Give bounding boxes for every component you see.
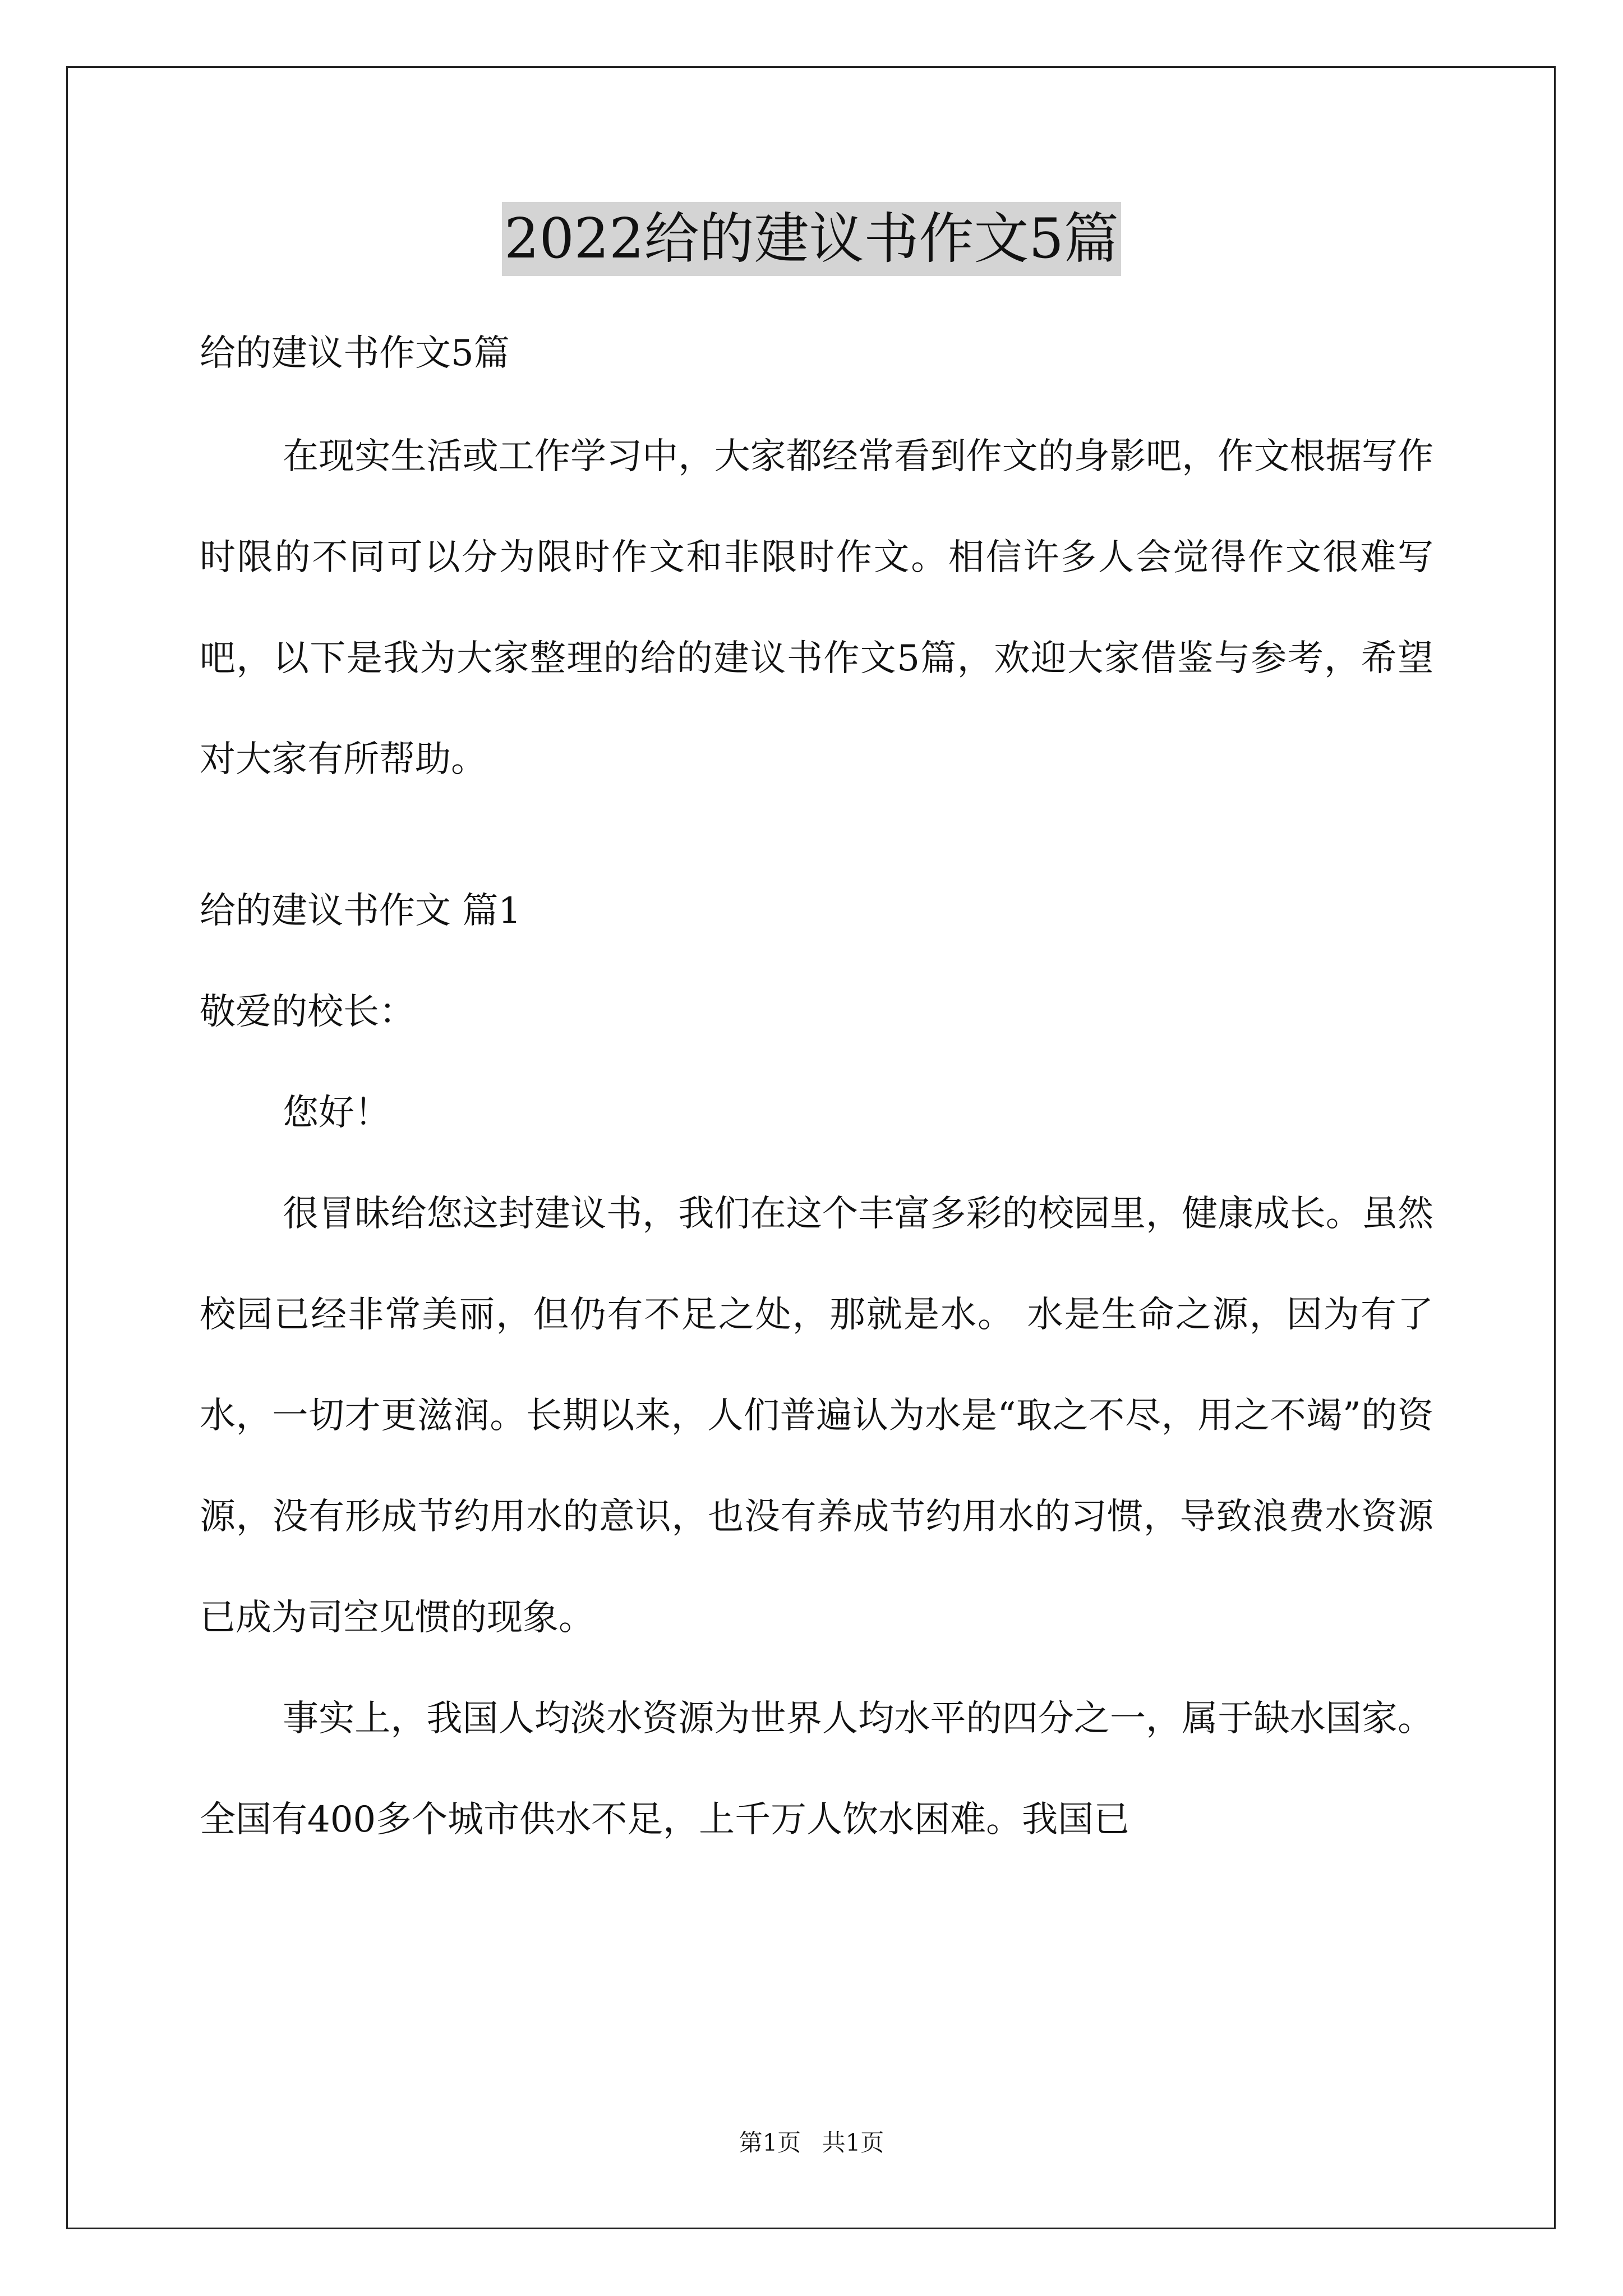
page-total: 共1页 — [822, 2129, 884, 2156]
section-heading: 给的建议书作文 篇1 — [200, 890, 522, 932]
intro-paragraph: 在现实生活或工作学习中，大家都经常看到作文的身影吧，作文根据写作时限的不同可以分为限时作文和非限时作文。相信许多人会觉得作文很难写吧，以下是我为大家整理的给的建议书作文5篇，欢迎大家借鉴与参考，希望对大家有所帮助。 — [200, 436, 1433, 780]
document-title: 2022给的建议书作文5篇 — [502, 202, 1121, 276]
salutation: 敬爱的校长： — [200, 991, 415, 1033]
document-title-block — [0, 202, 1623, 276]
greeting: 您好！ — [283, 1092, 390, 1134]
body-paragraph-1: 很冒昧给您这封建议书，我们在这个丰富多彩的校园里，健康成长。虽然校园已经非常美丽，但仍有不足之处，那就是水。 水是生命之源，因为有了水，一切才更滋润。长期以来，人们普遍认为水是“取之不尽，用之不竭”的资源，没有形成节约用水的意识，也没有养成节约用水的习惯，导致浪费水资源已成为司空见惯的现象。 — [200, 1193, 1433, 1639]
page-footer — [0, 2126, 1623, 2160]
document-body — [200, 303, 1433, 1870]
subtitle: 给的建议书作文5篇 — [200, 333, 510, 374]
body-paragraph-2: 事实上，我国人均淡水资源为世界人均水平的四分之一，属于缺水国家。全国有400多个城市供水不足，上千万人饮水困难。我国已 — [200, 1698, 1433, 1841]
page-number: 第1页 — [739, 2129, 801, 2156]
